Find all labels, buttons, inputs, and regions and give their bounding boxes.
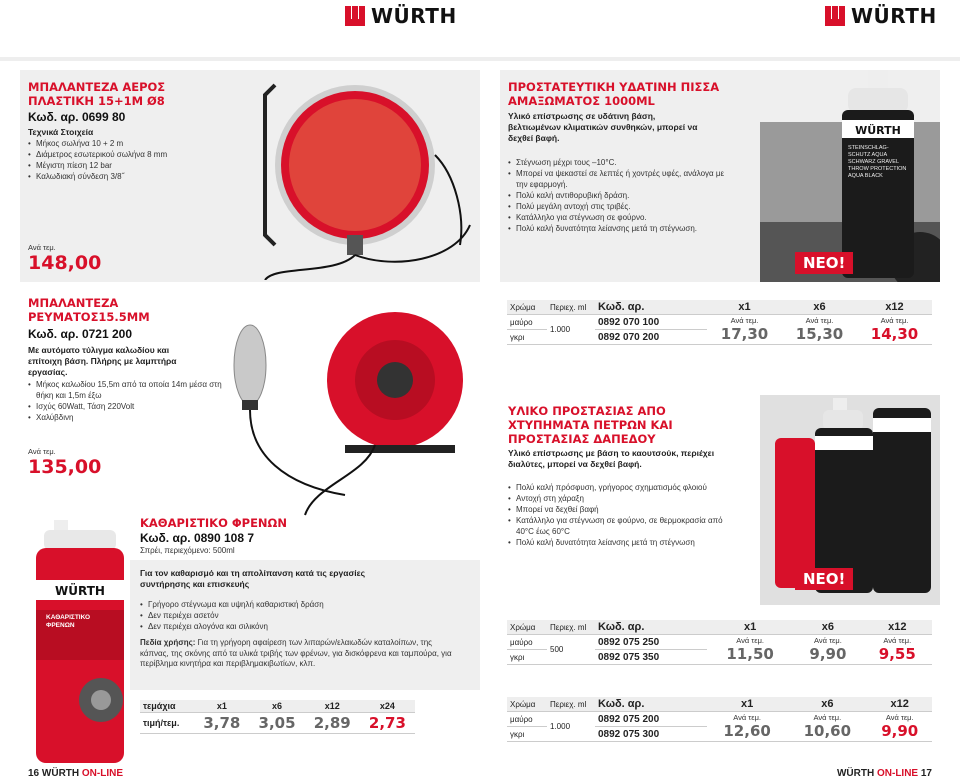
new-badge: ΝΕΟ! [795,568,853,590]
col-x12: x12 [863,620,932,635]
spec-heading: Τεχνικά Στοιχεία [28,127,94,137]
brake-cleaner-info [140,516,470,557]
footer-left [28,768,123,779]
underbody-price-table [507,300,932,345]
per-unit-label: Ανά τεμ. [813,713,842,722]
footer-online: ON-LINE [876,768,919,779]
product-subtitle: Υλικό επίστρωσης με βάση το καουτσούκ, περιέχει διαλύτες, μπορεί να δεχθεί βαφή. [508,448,715,469]
product-title: ΠΡΟΣΤΑΤΕΥΤΙΚΗ ΥΔΑΤΙΝΗ ΠΙΣΣΑ ΑΜΑΞΩΜΑΤΟΣ 1000ML [508,80,720,108]
footer-right [837,768,932,779]
usage-label: Πεδία χρήσης: [140,638,196,647]
wurth-logo-mark [825,6,845,26]
can-text: STEINSCHLAG-SCHUTZ AQUA SCHWARZ GRAVEL THROW PROTECTION AQUA BLACK [848,145,907,179]
wurth-logo-left [345,4,457,28]
price-x6: 9,90 [809,645,847,663]
spec-list [28,138,223,182]
price-x12: 14,30 [870,325,919,343]
stone-chip-price-table-500 [507,620,932,665]
color-cell: μαύρο [507,712,547,727]
code-cell: 0892 070 200 [595,330,707,345]
price-x1: 12,60 [723,722,771,740]
per-unit-label: Ανά τεμ. [885,713,914,722]
svg-text:WÜRTH: WÜRTH [55,584,105,598]
list-item: • Κατάλληλο για στέγνωση σε φούρνο, σε θερμοκρασία από 40°C έως 60°C [508,515,738,537]
table-row [507,315,932,330]
new-badge: ΝΕΟ! [795,252,853,274]
per-unit-label: Ανά τεμ. [733,713,761,722]
per-unit-label: Ανά τεμ. [730,316,759,325]
list-item: • Πολύ καλή πρόσφυση, γρήγορος σχηματισμός φλοιού [508,482,738,493]
product-code: Κωδ. αρ. 0721 200 [28,327,132,341]
footer-brand: WÜRTH [836,768,875,779]
row-label: τιμή/τεμ. [140,713,194,734]
col-x12: x12 [305,700,360,713]
brand-name: WÜRTH [851,4,937,28]
usage-body: Για τη γρήγορη αφαίρεση των λιπαρών/ελαιωδών καταλοίπων, της κάπνας, της σκόνης από τα υλικά τριβής των φρένων, για δισκόφρενα και ταμπούρα, για περίβλημα κινητήρα και περιβλημακιβωτίων, κλπ. [140,638,452,668]
price-x6-cell [793,635,862,665]
price-x6: 15,30 [795,325,844,343]
table-header [507,620,932,635]
price-x6-cell [787,712,867,742]
brake-cleaner-price-table [140,700,415,734]
color-cell: γκρι [507,727,547,742]
product-title: ΚΑΘΑΡΙΣΤΙΚΟ ΦΡΕΝΩΝ [140,516,287,530]
price-x6: 3,05 [249,713,304,734]
col-content: Περιεχ. ml [547,620,595,635]
list-item: • Μπορεί να ψεκαστεί σε λεπτές ή χοντρές υφές, ανάλογα με την εφαρμογή. [508,168,728,190]
feature-list [508,482,738,548]
content-cell: 1.000 [547,315,595,345]
content-cell: 1.000 [547,712,595,742]
price-x6: 10,60 [803,722,852,740]
footer-brand: WÜRTH [41,768,80,779]
list-item: • Χαλύβδινη [28,412,228,423]
table-header [140,700,415,713]
air-hose-reel-image [235,75,475,280]
list-item: • Δεν περιέχει αλογόνα και σιλικόνη [140,621,470,632]
brake-cleaner-can-image [26,520,136,768]
brand-name: WÜRTH [371,4,457,28]
list-item: • Πολύ καλή δυνατότητα λείανσης μετά τη στέγνωση [508,537,738,548]
col-x12: x12 [857,300,932,315]
col-x1: x1 [194,700,249,713]
product-code: Κωδ. αρ. 0699 80 [28,110,126,124]
price-x1-cell [707,635,793,665]
stone-chip-info [508,404,738,548]
col-color: Χρώμα [507,300,547,315]
table-header [507,300,932,315]
list-item: • Στέγνωση μέχρι τους –10°C. [508,157,728,168]
per-unit-label: Ανά τεμ. [814,636,842,645]
col-x12: x12 [867,697,932,712]
per-unit-label: Ανά τεμ. [736,636,764,645]
spec-list [28,379,228,423]
col-code: Κωδ. αρ. [595,697,707,712]
list-item: • Αντοχή στη χάραξη [508,493,738,504]
underbody-water-info [508,80,728,234]
page-number: 17 [920,768,932,779]
air-hose-info [28,80,223,182]
list-item: • Πολύ μεγάλη αντοχή στις τριβές. [508,201,728,212]
col-code: Κωδ. αρ. [595,300,707,315]
col-content: Περιεχ. ml [547,300,595,315]
table-row [507,635,932,650]
list-item: • Δεν περιέχει ασετόν [140,610,470,621]
col-x1: x1 [707,620,793,635]
col-x1: x1 [707,300,782,315]
price-x1-cell [707,712,787,742]
content-cell: 500 [547,635,595,665]
product-subtitle: Υλικό επίστρωσης σε υδάτινη βάση, βελτιωμένων κλιματικών συνθηκών, μπορεί να δεχθεί βαφή. [508,111,698,143]
price: 135,00 [28,456,102,478]
price-x12: 9,55 [878,645,916,663]
power-reel-info [28,296,228,423]
list-item: • Πολύ καλή δυνατότητα λείανσης μετά τη στέγνωση. [508,223,728,234]
per-unit-label: Ανά τεμ. [805,316,834,325]
list-item: • Μήκος σωλήνα 10 + 2 m [28,138,223,149]
code-cell: 0892 075 200 [595,712,707,727]
product-subtitle: Με αυτόματο τύλιγμα καλωδίου και επίτοιχη βάση. Πλήρης με λαμπτήρα εργασίας. [28,345,177,377]
price-x1: 17,30 [720,325,769,343]
usage-text [140,638,460,670]
col-x6: x6 [793,620,862,635]
color-cell: μαύρο [507,315,547,330]
top-band [0,57,960,61]
product-title: ΥΛΙΚΟ ΠΡΟΣΤΑΣΙΑΣ ΑΠΟ ΧΤΥΠΗΜΑΤΑ ΠΕΤΡΩΝ ΚΑΙ ΠΡΟΣΤΑΣΙΑΣ ΔΑΠΕΔΟΥ [508,404,673,446]
price-x12: 2,89 [305,713,360,734]
brake-cleaner-details [140,568,470,670]
list-item: • Μπορεί να δεχθεί βαφή [508,504,738,515]
wurth-logo-mark [345,6,365,26]
product-desc: Σπρέι, περιεχόμενο: 500ml [140,546,235,555]
col-x24: x24 [360,700,415,713]
col-color: Χρώμα [507,697,547,712]
price-x12-cell [867,712,932,742]
lead-text: Για τον καθαρισμό και τη απολίπανση κατά τις εργασίες συντήρησης και επισκευής [140,568,366,589]
price-x12-cell [863,635,932,665]
table-header [507,697,932,712]
col-content: Περιεχ. ml [547,697,595,712]
code-cell: 0892 075 250 [595,635,707,650]
price-x12-cell [857,315,932,345]
per-unit-label: Ανά τεμ. [883,636,912,645]
price-x6-cell [782,315,857,345]
list-item: • Κατάλληλο για στέγνωση σε φούρνο. [508,212,728,223]
col-x6: x6 [249,700,304,713]
wurth-logo-right [825,4,937,28]
product-title: ΜΠΑΛΑΝΤΕΖΑ ΡΕΥΜΑΤΟΣ15.5ΜΜ [28,296,150,324]
code-cell: 0892 075 350 [595,650,707,665]
per-unit-label: Ανά τεμ. [28,447,56,456]
table-row [507,712,932,727]
can-label: ΚΑΘΑΡΙΣΤΙΚΟ ΦΡΕΝΩΝ [46,614,91,629]
list-item: • Γρήγορο στέγνωμα και υψηλή καθαριστική δράση [140,599,470,610]
product-title: ΜΠΑΛΑΝΤΕΖΑ ΑΕΡΟΣ ΠΛΑΣΤΙΚΗ 15+1Μ Ø8 [28,80,166,108]
price-x24: 2,73 [360,713,415,734]
list-item: • Καλωδιακή σύνδεση 3/8˝ [28,171,223,182]
price-x1: 11,50 [726,645,774,663]
col-x6: x6 [787,697,867,712]
code-cell: 0892 070 100 [595,315,707,330]
list-item: • Ισχύς 60Watt, Τάση 220Volt [28,401,228,412]
footer-online: ON-LINE [81,768,124,779]
color-cell: μαύρο [507,635,547,650]
feature-list [140,599,470,632]
color-cell: γκρι [507,330,547,345]
col-color: Χρώμα [507,620,547,635]
list-item: • Διάμετρος εσωτερικού σωλήνα 8 mm [28,149,223,160]
price-x12: 9,90 [881,722,919,740]
color-cell: γκρι [507,650,547,665]
col-x6: x6 [782,300,857,315]
price: 148,00 [28,252,102,274]
list-item: • Μέγιστη πίεση 12 bar [28,160,223,171]
product-code: Κωδ. αρ. 0890 108 7 [140,531,254,545]
stone-chip-price-table-1000 [507,697,932,742]
feature-list [508,157,728,234]
col-qty: τεμάχια [140,700,194,713]
col-x1: x1 [707,697,787,712]
svg-text:WÜRTH: WÜRTH [855,124,901,137]
table-row [140,713,415,734]
price-x1-cell [707,315,782,345]
power-reel-image [225,305,480,520]
code-cell: 0892 075 300 [595,727,707,742]
page-number: 16 [28,768,40,779]
price-x1: 3,78 [194,713,249,734]
col-code: Κωδ. αρ. [595,620,707,635]
per-unit-label: Ανά τεμ. [880,316,909,325]
per-unit-label: Ανά τεμ. [28,243,56,252]
list-item: • Μήκος καλωδίου 15,5m από τα οποία 14m μέσα στη θήκη και 1,5m έξω [28,379,228,401]
list-item: • Πολύ καλή αντιθορυβική δράση. [508,190,728,201]
